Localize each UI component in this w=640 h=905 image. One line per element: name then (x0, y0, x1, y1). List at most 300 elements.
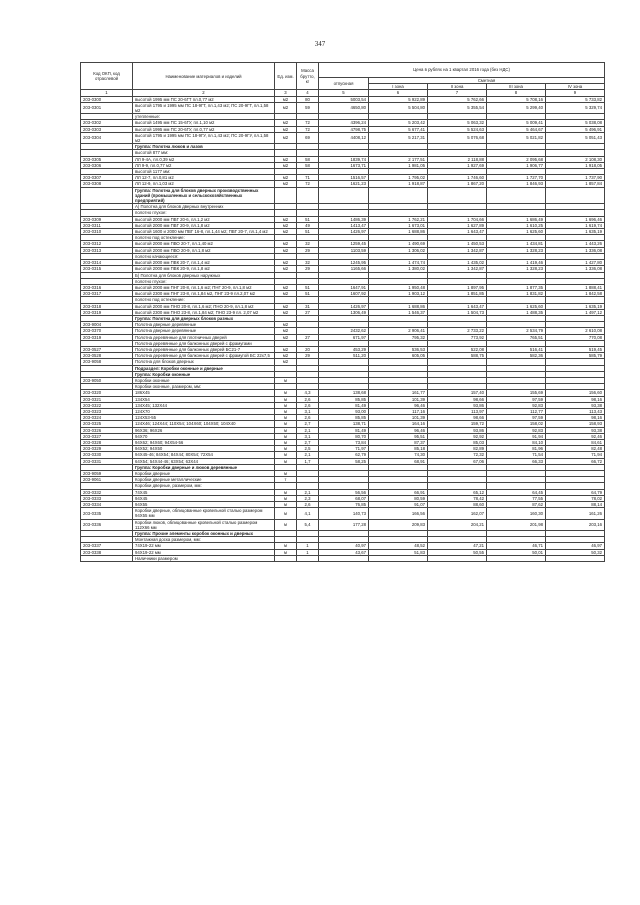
cell-name: Коробки дверные, размером, мм: (133, 483, 275, 489)
cell-mass: 2,1 (297, 489, 319, 495)
cell-name: ЛЛ 9-9, пл.0,77 м2 (133, 162, 275, 168)
cell-unit: м (275, 415, 297, 421)
cell-unit: т (275, 477, 297, 483)
cell-code: 203-0308 (81, 181, 133, 187)
cell-zone-2: 1 867,20 (428, 181, 487, 187)
cell-name: высотой 2000 мм ПВК 20-9, пл.1,8 м2 (133, 266, 275, 272)
cell-zone-4: 5 038,08 (546, 120, 605, 126)
cell-mass: 32 (297, 260, 319, 266)
cell-zone-4: 1 443,26 (546, 241, 605, 247)
cell-zone-4: 770,08 (546, 334, 605, 340)
cell-name: А) Полотна для блоков дверных внутренних (133, 204, 275, 210)
cell-name: полотно под остекление: (133, 297, 275, 303)
cell-name: высотой 2000 мм ПВО 20-9, пл.1,8 м2 (133, 247, 275, 253)
cell-zone-4: 71,94 (546, 452, 605, 458)
table-row (81, 102, 605, 113)
cell-code: 203-0331 (81, 458, 133, 464)
cell-name: полотно качающееся: (133, 253, 275, 259)
cell-code: 203-9061 (81, 477, 133, 483)
cell-zone-3: 1 831,82 (487, 291, 546, 297)
cell-name: высотой 2000 мм ПВО 20-7, пл.1,40 м2 (133, 241, 275, 247)
cell-zone-2: 588,75 (428, 353, 487, 359)
cell-mass (297, 187, 319, 204)
cell-zone-1: 795,32 (369, 334, 428, 340)
cell-group-title: Подраздел: Коробки оконные и дверные (133, 365, 275, 371)
cell-zone-1: 1 903,12 (369, 291, 428, 297)
cell-release: 1839,74 (319, 156, 369, 162)
cell-code: 203-0312 (81, 241, 133, 247)
cell-release: 85,85 (319, 415, 369, 421)
cell-unit: м2 (275, 181, 297, 187)
cell-code: 203-0318 (81, 303, 133, 309)
cell-code: 203-0370 (81, 328, 133, 334)
cell-release: 4408,12 (319, 132, 369, 143)
cell-zone-2: 162,07 (428, 508, 487, 519)
cell-mass: 69 (297, 132, 319, 143)
cell-name: Коробки дверные металлические (133, 477, 275, 483)
cell-name: полотно глухое: (133, 278, 275, 284)
cell-mass: 80 (297, 96, 319, 102)
cell-code: 203-0319 (81, 334, 133, 340)
cell-name: 134Х54 (133, 396, 275, 402)
cell-release: 4396,24 (319, 120, 369, 126)
cell-zone-1 (369, 555, 428, 561)
cell-mass: 2,7 (297, 439, 319, 445)
cell-name: высотой 1600 и 2000 мм ПВГ 16-8, пл.1,44 м2; ПВГ 20-7, пл.1,4 м2 (133, 229, 275, 235)
cell-zone-2: 1 643,47 (428, 229, 487, 235)
cell-release: 80,70 (319, 433, 369, 439)
cell-code: 203-0321 (81, 396, 133, 402)
cell-zone-2: 5 355,54 (428, 102, 487, 113)
cell-zone-2: 93,86 (428, 402, 487, 408)
cell-unit: м (275, 396, 297, 402)
cell-zone-4: 66,72 (546, 458, 605, 464)
cell-name: высотой 1177 мм: (133, 169, 275, 175)
cell-zone-1: 1 795,02 (369, 175, 428, 181)
cell-code: 203-9050 (81, 377, 133, 383)
cell-mass: 72 (297, 120, 319, 126)
cell-name: 94Х45-46; 84Х54; 84Х44; 80Х54; 72Х54 (133, 452, 275, 458)
cell-zone-2: 1 851,85 (428, 291, 487, 297)
cell-mass: 2,5 (297, 446, 319, 452)
cell-zone-4: 1 635,19 (546, 229, 605, 235)
cell-mass: 2,1 (297, 427, 319, 433)
cell-zone-1: 80,59 (369, 495, 428, 501)
cell-unit: м2 (275, 175, 297, 181)
cell-zone-1: 2 177,51 (369, 156, 428, 162)
cell-mass: 51 (297, 284, 319, 290)
cell-zone-1: 1 950,48 (369, 284, 428, 290)
cell-name: ЛЛ 9-4А, пл.0,39 м2 (133, 156, 275, 162)
cell-release: 81,49 (319, 427, 369, 433)
cell-name: 134Х45; 132Х44 (133, 402, 275, 408)
cell-unit: м (275, 402, 297, 408)
cell-zone-4: 98,16 (546, 396, 605, 402)
cell-unit: м2 (275, 126, 297, 132)
cell-zone-3: 516,41 (487, 346, 546, 352)
cell-code: 203-0315 (81, 266, 133, 272)
cell-zone-1: 66,91 (369, 489, 428, 495)
header-zone-4: IV зона (546, 84, 605, 90)
cell-name: высотой 1795 и 1995 мм ПС 18-9ГУ, пл.1,43 м2; ПС 20-9ГУ, пл.1,58 м2 (133, 132, 275, 143)
cell-zone-3: 155,69 (487, 390, 546, 396)
colnum: 9 (546, 90, 605, 96)
cell-release: 73,84 (319, 439, 369, 445)
cell-unit: м2 (275, 132, 297, 143)
cell-code: 203-0307 (81, 175, 133, 181)
cell-mass: 29 (297, 353, 319, 359)
cell-code: 203-0336 (81, 519, 133, 530)
cell-code: 203-0317 (81, 291, 133, 297)
cell-mass: 4,3 (297, 390, 319, 396)
cell-zone-2: 113,97 (428, 408, 487, 414)
cell-name: Полотна деревянные для балконных дверей БС21-7 (133, 346, 275, 352)
cell-name: высотой 1795 и 1995 мм ПС 18-9ГТ, пл.1,43 м2; ПС 20-9ГТ, пл.1,58 м2 (133, 102, 275, 113)
cell-zone-4: 1 619,74 (546, 222, 605, 228)
cell-name: 124Х70 (133, 408, 275, 414)
cell-unit: м2 (275, 353, 297, 359)
cell-name: Полотна для блоков дверных (133, 359, 275, 365)
cell-code: 203-0309 (81, 216, 133, 222)
cell-zone-3: 5 021,82 (487, 132, 546, 143)
cell-zone-2: 82,89 (428, 446, 487, 452)
cell-zone-3: 5 708,16 (487, 96, 546, 102)
colnum: 5 (319, 90, 369, 96)
cell-name: 64Х54; 54Х44-46; 63Х54; 63Х44 (133, 458, 275, 464)
cell-name: 94Х62; 94Х60; 94Х54-56 (133, 439, 275, 445)
cell-zone-2: 5 762,66 (428, 96, 487, 102)
cell-zone-2: 522,08 (428, 346, 487, 352)
cell-name: высотой 2300 мм ПНГ 23-8, пл.1,84 м2, ПНГ 23-9 пл.2,07 м2 (133, 291, 275, 297)
cell-release (319, 187, 369, 204)
cell-zone-3: 84,10 (487, 439, 546, 445)
cell-zone-3: 1 846,93 (487, 181, 546, 187)
cell-zone-4: 93,38 (546, 427, 605, 433)
cell-zone-4: 585,79 (546, 353, 605, 359)
cell-zone-2: 5 063,32 (428, 120, 487, 126)
cell-name: высотой 1995 мм ПС 20-6ГУ, пл.0,77 м2 (133, 126, 275, 132)
cell-zone-4: 1 857,84 (546, 181, 605, 187)
cell-mass: 2,6 (297, 402, 319, 408)
table-row (81, 132, 605, 143)
cell-zone-3: 81,96 (487, 446, 546, 452)
cell-zone-2: 1 435,02 (428, 260, 487, 266)
header-zone-3: III зона (487, 84, 546, 90)
cell-zone-3: 71,54 (487, 452, 546, 458)
price-table (80, 62, 605, 562)
cell-zone-4: 1 888,41 (546, 284, 605, 290)
cell-zone-3: 765,51 (487, 334, 546, 340)
cell-zone-3 (487, 555, 546, 561)
cell-unit: м (275, 408, 297, 414)
cell-zone-2: 1 450,53 (428, 241, 487, 247)
cell-zone-3: 87,62 (487, 502, 546, 508)
cell-unit: м (275, 452, 297, 458)
cell-release: 43,67 (319, 549, 369, 555)
cell-mass: 1 (297, 549, 319, 555)
cell-zone-1: 536,53 (369, 346, 428, 352)
cell-zone-4: 88,14 (546, 502, 605, 508)
cell-mass: 2,7 (297, 421, 319, 427)
colnum: 7 (428, 90, 487, 96)
cell-zone-4: 1 737,90 (546, 175, 605, 181)
cell-mass: 5,4 (297, 519, 319, 530)
cell-code: 203-0338 (81, 549, 133, 555)
cell-zone-4: 84,61 (546, 439, 605, 445)
cell-code: 203-0303 (81, 126, 133, 132)
cell-zone-2: 92,92 (428, 433, 487, 439)
cell-unit: м (275, 489, 297, 495)
cell-zone-2: 1 342,87 (428, 266, 487, 272)
cell-name: Коробки оконные, размером, мм: (133, 384, 275, 390)
cell-zone-2: 5 076,68 (428, 132, 487, 143)
cell-name: полотно глухое: (133, 210, 275, 216)
cell-release: 138,68 (319, 390, 369, 396)
cell-release: 1306,49 (319, 309, 369, 315)
cell-zone-3: 1 328,23 (487, 247, 546, 253)
cell-zone-3: 77,55 (487, 495, 546, 501)
cell-code: 203-0327 (81, 433, 133, 439)
cell-unit: м2 (275, 309, 297, 315)
cell-zone-1: 85,18 (369, 446, 428, 452)
cell-mass (297, 555, 319, 561)
cell-zone-4 (546, 555, 605, 561)
colnum: 4 (297, 90, 319, 96)
cell-unit: м2 (275, 346, 297, 352)
cell-zone-2: 1 746,60 (428, 175, 487, 181)
cell-name: 124Х53-55 (133, 415, 275, 421)
cell-name: Полотна дверные деревянные (133, 328, 275, 334)
cell-mass: 29 (297, 266, 319, 272)
cell-code: 203-0314 (81, 260, 133, 266)
cell-zone-4: 5 329,74 (546, 102, 605, 113)
cell-unit: м2 (275, 120, 297, 126)
cell-unit: м2 (275, 303, 297, 309)
cell-group-title: Группа: Прочие элементы коробок оконных и дверных (133, 531, 275, 537)
cell-zone-4: 113,43 (546, 408, 605, 414)
cell-zone-3: 1 625,60 (487, 303, 546, 309)
cell-zone-2: 1 342,87 (428, 247, 487, 253)
cell-zone-4: 5 496,91 (546, 126, 605, 132)
cell-zone-4: 46,97 (546, 543, 605, 549)
page-number: 347 (314, 40, 326, 48)
cell-zone-4: 1 918,05 (546, 162, 605, 168)
cell-zone-2: 1 627,89 (428, 222, 487, 228)
cell-zone-3: 1 686,49 (487, 216, 546, 222)
header-price-title: Цена в рублях на 1 квартал 2016 года (без НДС) (319, 63, 605, 78)
cell-zone-2: 773,92 (428, 334, 487, 340)
cell-group-title: Группа: Полотна для дверных блоков разных (133, 315, 275, 321)
cell-zone-4: 1 336,08 (546, 247, 605, 253)
cell-zone-4: 98,16 (546, 415, 605, 421)
cell-code: 203-9059 (81, 471, 133, 477)
cell-zone-3: 1 434,81 (487, 241, 546, 247)
cell-code: 203-0316 (81, 284, 133, 290)
cell-group-title: Группа: Полотна люков и лазов (133, 144, 275, 150)
cell-code: 203-9058 (81, 359, 133, 365)
cell-mass: 2,3 (297, 495, 319, 501)
cell-code: 203-0328 (81, 439, 133, 445)
cell-zone-4: 78,02 (546, 495, 605, 501)
cell-unit: м (275, 495, 297, 501)
cell-zone-1: 1 918,87 (369, 181, 428, 187)
cell-zone-1: 209,83 (369, 519, 428, 530)
cell-release: 1103,59 (319, 247, 369, 253)
cell-unit: м (275, 433, 297, 439)
cell-zone-3: 91,94 (487, 433, 546, 439)
cell-code: 203-0334 (81, 502, 133, 508)
cell-zone-4: 82,48 (546, 446, 605, 452)
cell-name: высотой 2000 мм ПНО 20-8, пл.1,6 м2; ПНО 20-9, пл.1,8 м2 (133, 303, 275, 309)
cell-zone-4: 1 696,46 (546, 216, 605, 222)
cell-code: 203-0527 (81, 346, 133, 352)
cell-name: 94Х52; 94Х50 (133, 446, 275, 452)
cell-zone-4: 1 427,80 (546, 260, 605, 266)
cell-code: 203-0323 (81, 408, 133, 414)
cell-release: 85,85 (319, 396, 369, 402)
cell-release: 4650,80 (319, 102, 369, 113)
cell-unit: м2 (275, 291, 297, 297)
colnum: 6 (369, 90, 428, 96)
cell-zone-1: 1 688,86 (369, 229, 428, 235)
cell-mass: 32 (297, 241, 319, 247)
cell-name: Б) Полотна для блоков дверных наружных (133, 272, 275, 278)
cell-zone-4 (546, 187, 605, 204)
cell-zone-4: 203,16 (546, 519, 605, 530)
cell-release (319, 555, 369, 561)
cell-unit: м (275, 377, 297, 383)
cell-zone-1: 605,05 (369, 353, 428, 359)
cell-zone-1: 2 906,41 (369, 328, 428, 334)
cell-release: 1259,45 (319, 241, 369, 247)
cell-mass: 27 (297, 334, 319, 340)
cell-unit: м2 (275, 102, 297, 113)
cell-code: 203-0332 (81, 489, 133, 495)
cell-release: 1413,47 (319, 222, 369, 228)
cell-name: высотой 877 мм: (133, 150, 275, 156)
cell-mass: 51 (297, 216, 319, 222)
cell-zone-4: 93,38 (546, 402, 605, 408)
cell-name: высотой 2300 мм ПНО 23-8, пл.1,84 м2; ПНО 23-9 пл. 2,07 м2 (133, 309, 275, 315)
cell-name: 74Х19-22 мм (133, 543, 275, 549)
cell-zone-3: 97,59 (487, 396, 546, 402)
cell-mass: 51 (297, 291, 319, 297)
cell-zone-3: 5 009,41 (487, 120, 546, 126)
cell-zone-1: 87,37 (369, 439, 428, 445)
cell-zone-3: 92,83 (487, 427, 546, 433)
cell-release: 56,56 (319, 489, 369, 495)
cell-release: 1621,23 (319, 181, 369, 187)
cell-name: Наличники размером (133, 555, 275, 561)
cell-zone-3: 1 419,46 (487, 260, 546, 266)
cell-name: Коробки дверные, облицованные кровельной сталью размером 94Х55 мм (133, 508, 275, 519)
cell-name: Полотна деревянные для плотничных дверей (133, 334, 275, 340)
cell-unit: м2 (275, 284, 297, 290)
cell-name: Полотна дверные деревянные (133, 322, 275, 328)
cell-zone-3: 1 877,35 (487, 284, 546, 290)
cell-mass: 59 (297, 102, 319, 113)
cell-code: 203-0302 (81, 120, 133, 126)
cell-code: 203-0329 (81, 446, 133, 452)
cell-name: Монтажная доска размером, мм: (133, 537, 275, 543)
cell-zone-2: 98,66 (428, 415, 487, 421)
cell-zone-3: 1 328,23 (487, 266, 546, 272)
cell-mass: 29 (297, 247, 319, 253)
cell-unit: м (275, 458, 297, 464)
cell-zone-1: 68,91 (369, 458, 428, 464)
cell-zone-2: 72,32 (428, 452, 487, 458)
cell-mass: 31 (297, 303, 319, 309)
table-row (81, 555, 605, 561)
cell-zone-3: 66,33 (487, 458, 546, 464)
cell-unit: м (275, 543, 297, 549)
cell-release: 1426,97 (319, 303, 369, 309)
cell-zone-1 (369, 187, 428, 204)
cell-release: 1486,39 (319, 216, 369, 222)
cell-zone-1: 1 688,86 (369, 303, 428, 309)
cell-zone-1: 1 474,74 (369, 260, 428, 266)
header-row-1 (81, 63, 605, 78)
cell-zone-2: 65,12 (428, 489, 487, 495)
cell-release: 2432,62 (319, 328, 369, 334)
cell-name: высотой 1995 мм ПС 20-6ГТ пл.0,77 м2 (133, 96, 275, 102)
cell-unit: м2 (275, 266, 297, 272)
cell-code: 203-0313 (81, 247, 133, 253)
cell-zone-1: 96,46 (369, 427, 428, 433)
cell-zone-2: 47,21 (428, 543, 487, 549)
cell-zone-3: 1 906,77 (487, 162, 546, 168)
cell-code: 203-0324 (81, 415, 133, 421)
cell-name: высотой 1495 мм ПС 15-6ГУ, пл.1,10 м2 (133, 120, 275, 126)
cell-release: 62,79 (319, 452, 369, 458)
cell-release: 1516,57 (319, 175, 369, 181)
cell-zone-2: 88,60 (428, 502, 487, 508)
cell-zone-2: 157,40 (428, 390, 487, 396)
cell-zone-3: 97,59 (487, 415, 546, 421)
cell-name: 124Х46; 124Х44; 110Х54; 104Х60; 104Х50; 104Х40 (133, 421, 275, 427)
cell-zone-3: 64,45 (487, 489, 546, 495)
cell-zone-3: 160,30 (487, 508, 546, 519)
cell-mass: 2,6 (297, 502, 319, 508)
cell-release: 71,97 (319, 446, 369, 452)
cell-release: 1673,71 (319, 162, 369, 168)
cell-mass: 72 (297, 181, 319, 187)
cell-zone-4: 161,26 (546, 508, 605, 519)
cell-zone-1: 95,51 (369, 433, 428, 439)
header-name: Наименование материалов и изделий (133, 63, 275, 90)
cell-zone-3: 92,83 (487, 402, 546, 408)
cell-zone-2: 1 643,47 (428, 303, 487, 309)
cell-code (81, 555, 133, 561)
cell-mass: 58 (297, 156, 319, 162)
cell-code: 203-0304 (81, 132, 133, 143)
cell-code: 203-0311 (81, 222, 133, 228)
cell-name: Коробки оконные (133, 377, 275, 383)
header-estimate: Сметная (369, 78, 605, 84)
cell-unit: м2 (275, 216, 297, 222)
cell-unit: м (275, 471, 297, 477)
cell-unit: м2 (275, 322, 297, 328)
cell-name: полотно под остекление: (133, 235, 275, 241)
cell-zone-3 (487, 187, 546, 204)
cell-mass: 1,7 (297, 458, 319, 464)
cell-code: 203-0326 (81, 427, 133, 433)
colnum: 1 (81, 90, 133, 96)
cell-name: 94Х19-22 мм (133, 549, 275, 555)
cell-name: 186Х45 (133, 390, 275, 396)
cell-release: 453,29 (319, 346, 369, 352)
cell-name: ЛЛ 12-7, пл.0,81 м2 (133, 175, 275, 181)
